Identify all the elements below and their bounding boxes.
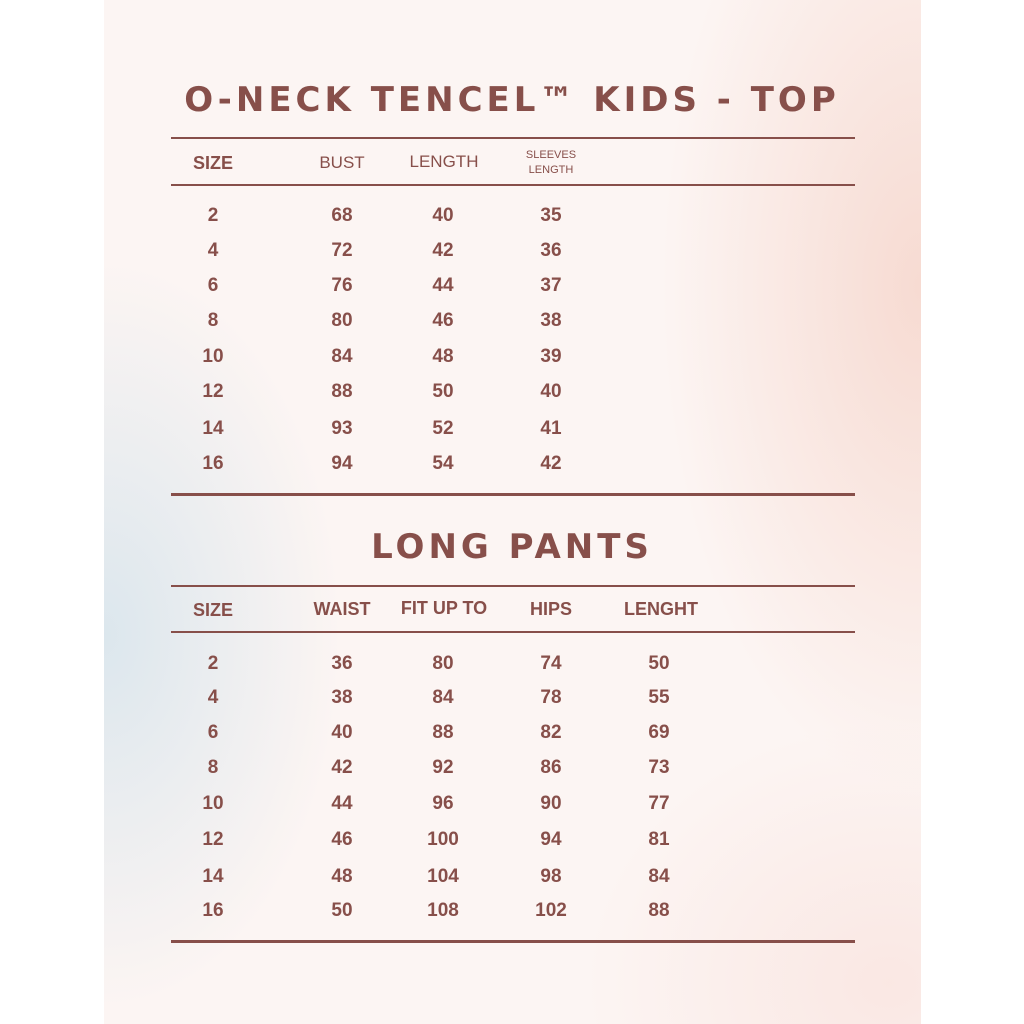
top-table-cell: 8 [207,310,219,331]
pants-table-cell: 14 [202,866,224,887]
top-table-cell: 93 [331,418,353,439]
top-table-cell: 42 [432,240,454,261]
pants-table-cell: 104 [427,866,459,887]
top-table-cell: 16 [202,453,224,474]
top-table-cell: 37 [540,275,562,296]
pants-table-cell: 108 [427,900,459,921]
pants-table-cell: 69 [648,722,670,743]
top-table-cell: 68 [331,205,353,226]
pants-table-cell: 6 [207,722,219,743]
pants-table-cell: 16 [202,900,224,921]
pants-table-cell: 100 [427,829,459,850]
pants-table-cell: 98 [540,866,562,887]
top-table-cell: 36 [540,240,562,261]
top-table-cell: 88 [331,381,353,402]
top-table-cell: 40 [432,205,454,226]
pants-table-cell: 96 [432,793,454,814]
top-table-cell: 10 [202,346,224,367]
top-header-size: SIZE [192,153,234,173]
pants-table-cell: 84 [648,866,670,887]
pants-table-cell: 74 [540,653,562,674]
top-table-cell: 54 [432,453,454,474]
top-header-rule-top [171,137,855,139]
top-header-length: LENGTH [409,152,479,171]
pants-table-cell: 50 [648,653,670,674]
pants-header-rule-bottom [171,631,855,633]
pants-table-rule-end [171,940,855,943]
pants-table-cell: 77 [648,793,670,814]
top-table-cell: 39 [540,346,562,367]
top-header-sleeves-line1: SLEEVES [525,149,577,161]
pants-table-cell: 38 [331,687,353,708]
top-table-cell: 4 [207,240,219,261]
top-table-cell: 40 [540,381,562,402]
pants-table-cell: 82 [540,722,562,743]
top-table-cell: 72 [331,240,353,261]
pants-table-cell: 55 [648,687,670,708]
pants-table-cell: 40 [331,722,353,743]
pants-table-cell: 50 [331,900,353,921]
pants-table-cell: 88 [432,722,454,743]
top-table-cell: 41 [540,418,562,439]
pants-table-cell: 46 [331,829,353,850]
top-table-cell: 76 [331,275,353,296]
top-table-cell: 6 [207,275,219,296]
top-table-cell: 35 [540,205,562,226]
pants-table-cell: 78 [540,687,562,708]
pants-header-cell: WAIST [313,599,371,619]
pants-table-cell: 44 [331,793,353,814]
top-table-cell: 94 [331,453,353,474]
top-table-title: O-NECK TENCEL™ KIDS - TOP [184,80,840,120]
top-table-cell: 14 [202,418,224,439]
top-table-cell: 50 [432,381,454,402]
pants-table-cell: 80 [432,653,454,674]
pants-table-cell: 81 [648,829,670,850]
pants-table-cell: 90 [540,793,562,814]
pants-table-cell: 92 [432,757,454,778]
pants-table-cell: 88 [648,900,670,921]
top-header-sleeves-line2: LENGTH [528,164,574,176]
top-table-cell: 44 [432,275,454,296]
top-table-cell: 84 [331,346,353,367]
pants-header-rule-top [171,585,855,587]
top-table-cell: 48 [432,346,454,367]
top-table-cell: 42 [540,453,562,474]
top-table-rule-end [171,493,855,496]
top-header-bust: BUST [319,153,365,172]
pants-header-cell: HIPS [529,599,573,619]
pants-table-cell: 2 [207,653,219,674]
pants-table-cell: 12 [202,829,224,850]
top-header-sleeves-length [526,148,576,178]
pants-table-cell: 42 [331,757,353,778]
pants-table-cell: 48 [331,866,353,887]
pants-table-cell: 36 [331,653,353,674]
pants-table-cell: 94 [540,829,562,850]
pants-table-cell: 73 [648,757,670,778]
top-table-cell: 80 [331,310,353,331]
pants-table-title: LONG PANTS [371,527,653,567]
top-table-cell: 2 [207,205,219,226]
top-table-cell: 38 [540,310,562,331]
pants-table-cell: 86 [540,757,562,778]
pants-header-cell: FIT UP TO [400,598,488,618]
pants-header-cell: LENGHT [624,599,698,619]
top-table-cell: 46 [432,310,454,331]
pants-table-cell: 8 [207,757,219,778]
top-table-cell: 52 [432,418,454,439]
pants-table-cell: 84 [432,687,454,708]
top-header-rule-bottom [171,184,855,186]
pants-table-cell: 10 [202,793,224,814]
pants-table-cell: 102 [535,900,567,921]
top-table-cell: 12 [202,381,224,402]
pants-table-cell: 4 [207,687,219,708]
pants-header-cell: SIZE [192,600,234,620]
